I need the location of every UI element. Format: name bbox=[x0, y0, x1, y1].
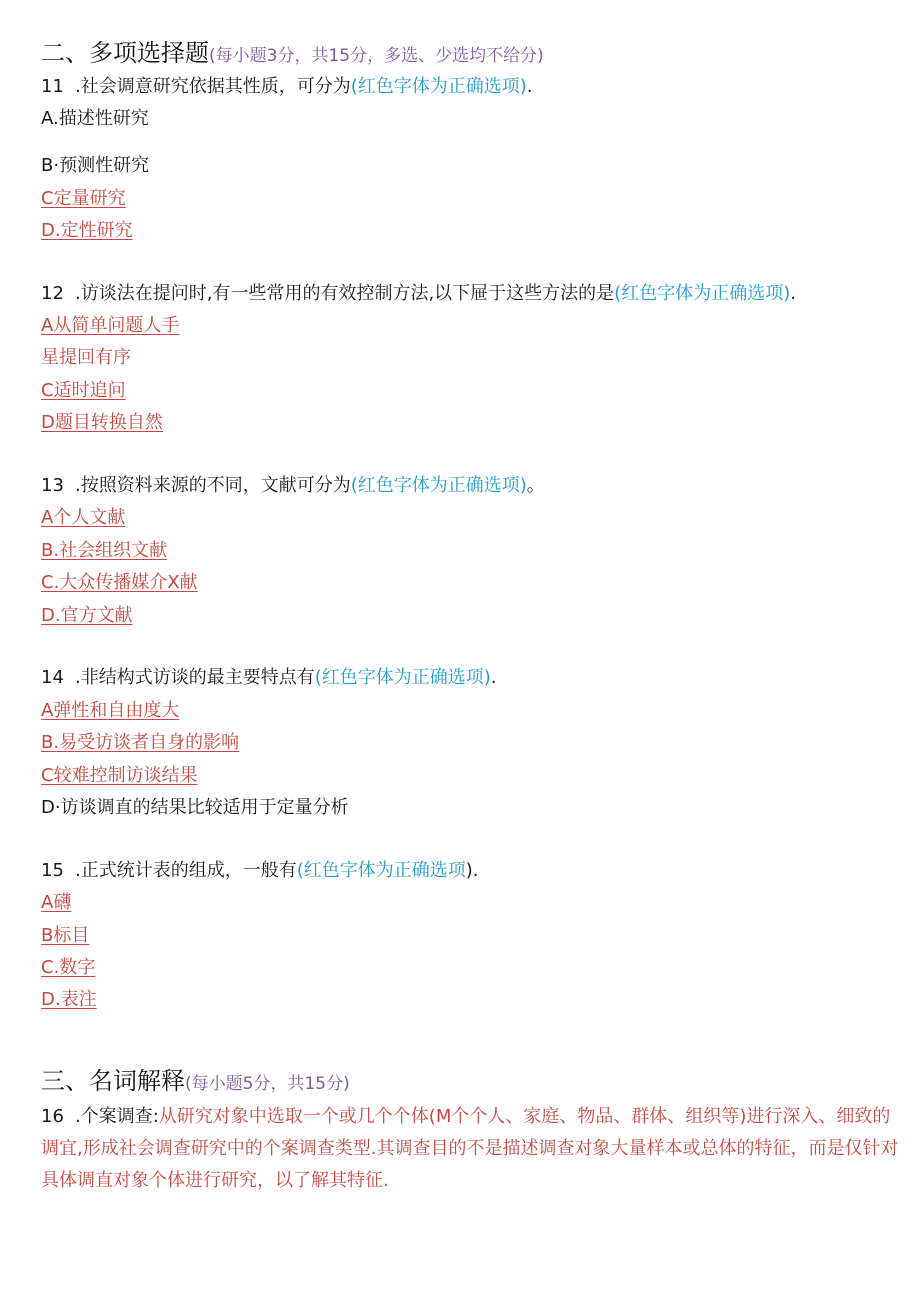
answer-hint: (红色字体为正确选项) bbox=[614, 283, 791, 304]
section-note: (每小题3分，共15分，多选、少选均不给分) bbox=[209, 46, 544, 66]
q12-option-d-correct: D题目转换自然 bbox=[41, 412, 163, 433]
q15-option-a-correct: A礴 bbox=[41, 892, 72, 913]
question-number: 15 bbox=[41, 860, 64, 881]
q13-option-b-correct: B.社会组织文献 bbox=[41, 540, 168, 561]
question-14-stem bbox=[41, 666, 497, 690]
question-12-stem bbox=[41, 282, 796, 306]
answer-hint: (红色字体为正确选项) bbox=[314, 667, 491, 688]
question-end: . bbox=[490, 667, 497, 688]
term-label: .个案调查: bbox=[75, 1106, 159, 1127]
question-number: 11 bbox=[41, 76, 64, 97]
q12-option-c-correct: C适时追问 bbox=[41, 380, 126, 401]
section-heading-term-definitions bbox=[41, 1066, 350, 1099]
q12-option-b-correct: 星提回有序 bbox=[41, 347, 131, 368]
question-text: .访谈法在提问时,有一些常用的有效控制方法,以下屉于这些方法的是 bbox=[75, 283, 615, 304]
q14-option-b-correct: B.易受访谈者自身的影响 bbox=[41, 732, 240, 753]
q13-option-d-correct: D.官方文献 bbox=[41, 605, 133, 626]
question-number: 12 bbox=[41, 283, 64, 304]
question-13-stem bbox=[41, 474, 545, 498]
q15-option-c-correct: C.数字 bbox=[41, 957, 96, 978]
question-text: .正式统计表的组成，一般有 bbox=[75, 860, 297, 881]
question-end: . bbox=[526, 76, 533, 97]
q14-option-a-correct: A弹性和自由度大 bbox=[41, 700, 180, 721]
q13-option-c-correct: C.大众传播媒介X献 bbox=[41, 572, 198, 593]
question-end: ). bbox=[465, 860, 479, 881]
section-heading-multiple-choice bbox=[41, 38, 544, 71]
question-text: .按照资料来源的不同，文献可分为 bbox=[75, 475, 351, 496]
question-end: 。 bbox=[526, 475, 545, 496]
question-end: . bbox=[790, 283, 796, 304]
question-number: 14 bbox=[41, 667, 64, 688]
question-16 bbox=[41, 1101, 901, 1197]
q15-option-b-correct: B标目 bbox=[41, 925, 90, 946]
q12-option-a-correct: A从简单问题人手 bbox=[41, 315, 180, 336]
q11-option-a: A.描述性研究 bbox=[41, 108, 149, 129]
q13-option-a-correct: A个人文献 bbox=[41, 507, 126, 528]
q14-option-c-correct: C较难控制访谈结果 bbox=[41, 765, 198, 786]
section-title: 二、多项选择题 bbox=[41, 39, 209, 67]
question-number: 13 bbox=[41, 475, 64, 496]
q11-option-c-correct: C定量研究 bbox=[41, 188, 126, 209]
question-11-stem bbox=[41, 75, 533, 99]
section-note: (每小题5分，共15分) bbox=[185, 1074, 350, 1094]
term-definition: 从研究对象中选取一个或几个个体(M个个人、家庭、物品、群体、组织等)进行深入、细致的调宜,形成社会调查研究中的个案调查类型.其调查目的不是描述调查对象大量样本或总体的特征，而是仅针对具体调直对象个体进行研究，以了解其特征. bbox=[41, 1106, 899, 1191]
q11-option-b: B·预测性研究 bbox=[41, 155, 150, 176]
q14-option-d: D·访谈调直的结果比较适用于定量分析 bbox=[41, 797, 349, 818]
q11-option-d-correct: D.定性研究 bbox=[41, 220, 133, 241]
question-text: .非结构式访谈的最主要特点有 bbox=[75, 667, 315, 688]
answer-hint: (红色字体为正确选项 bbox=[296, 860, 466, 881]
question-number: 16 bbox=[41, 1106, 64, 1127]
q15-option-d-correct: D.表注 bbox=[41, 989, 97, 1010]
answer-hint: (红色字体为正确选项) bbox=[350, 475, 527, 496]
question-15-stem bbox=[41, 859, 479, 883]
section-title: 三、名词解释 bbox=[41, 1067, 185, 1095]
question-text: .社会调意研究依据其性质，可分为 bbox=[75, 76, 351, 97]
answer-hint: (红色字体为正确选项) bbox=[350, 76, 527, 97]
